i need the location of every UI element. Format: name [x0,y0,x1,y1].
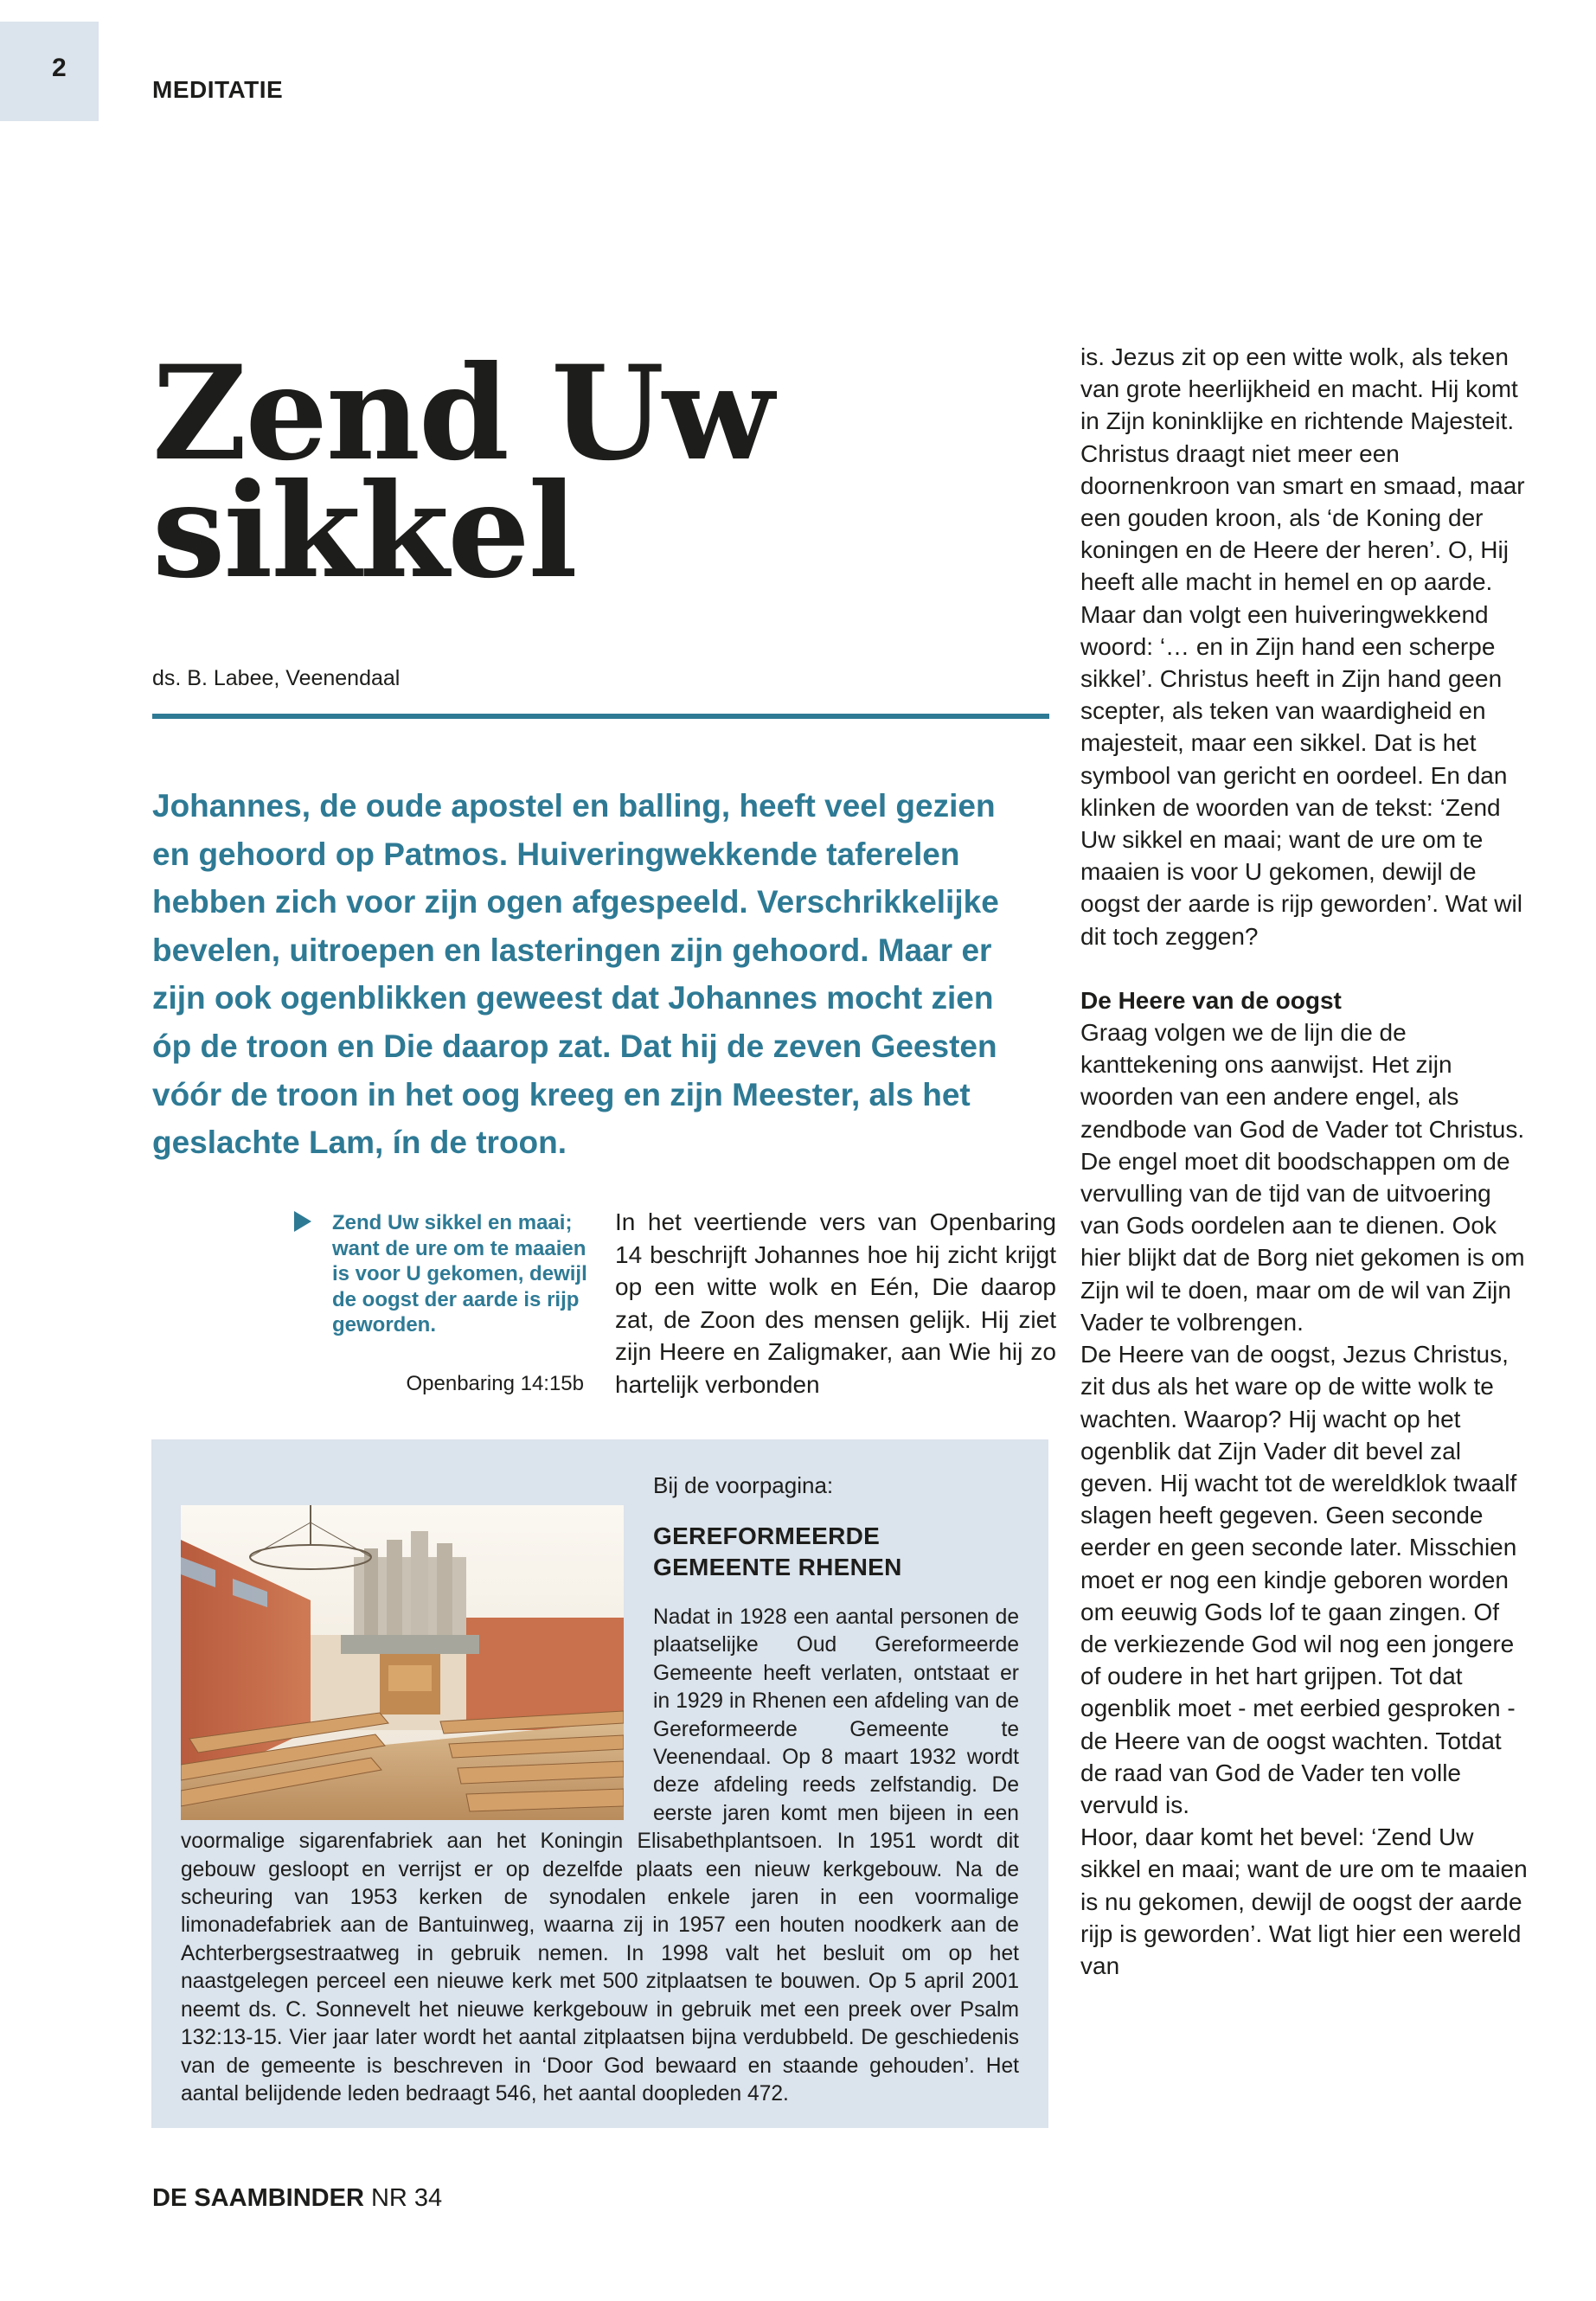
body-paragraph: is. Jezus zit op een witte wolk, als teken van grote heerlijkheid en macht. Hij komt in Zijn koninklijke en richtende Majesteit. Christus draagt niet meer een doornenkroon van smart en smaad, maar een gouden kroon, als ‘de Koning der koningen en de Heere der heren’. O, Hij heeft alle macht in hemel en op aarde. [1080,343,1525,596]
article-title-line-1: Zend Uw [152,337,773,490]
page-footer [152,2184,442,2213]
article-byline: ds. B. Labee, Veenendaal [152,666,401,690]
church-interior-illustration [181,1505,624,1820]
cover-info-box [151,1439,1048,2128]
section-label: MEDITATIE [152,76,284,103]
body-paragraph: Maar dan volgt een huiveringwekkend woord: ‘… en in Zijn hand een scherpe sikkel’. Christus heeft in Zijn hand geen scepter, als teken van waardigheid en majesteit, maar een sikkel. Dat is het symbool van gericht en oordeel. En dan klinken de woorden van de tekst: ‘Zend Uw sikkel en maai; want de ure om te maaien is voor U gekomen, dewijl de oogst der aarde is rijp geworden’. Wat wil dit toch zeggen? [1080,600,1522,950]
article-title-line-2: sikkel [152,455,576,607]
article-lead: Johannes, de oude apostel en balling, heeft veel gezien en gehoord op Patmos. Huiveringwekkende taferelen hebben zich voor zijn ogen afgespeeld. Verschrikkelijke bevelen, uitroepen en lasteringen zijn gehoord. Maar er zijn ook ogenblikken geweest dat Johannes mocht zien óp de troon en Die daarop zat. Dat hij de zeven Geesten vóór de troon in het oog kreeg en zijn Meester, als het geslachte Lam, ín de troon. [152,788,999,1161]
pull-quote-source: Openbaring 14:15b [406,1372,584,1395]
page-number: 2 [52,54,67,82]
body-paragraph: De Heere van de oogst, Jezus Christus, zit dus als het ware op de witte wolk te wachten. Waarop? Hij wacht op het ogenblik dat Zijn Vader dit bevel zal geven. Hij wacht tot de wereldklok twaalf slagen heeft gegeven. Geen seconde eerder en geen seconde later. Misschien moet er nog een kindje geboren worden om eeuwig Gods lof te gaan zingen. Of de verkiezende God wil nog een jongere of oudere in het hart grijpen. Tot dat ogenblik moet - met eerbied gesproken - de Heere van de oogst wachten. Totdat de raad van God de Vader ten volle vervuld is. [1080,1341,1517,1818]
footer-issue-number: NR 34 [370,2184,443,2212]
body-subheading: De Heere van de oogst [1080,986,1342,1014]
body-column-right [1080,341,1530,1982]
church-interior-photo [181,1505,624,1820]
footer-magazine-name: DE SAAMBINDER [152,2184,364,2212]
article-title [152,337,896,607]
pull-quote: Zend Uw sikkel en maai; want de ure om te maaien is voor U gekomen, dewijl de oogst der aarde is rijp geworden. [332,1211,587,1336]
body-column-middle: In het veertiende vers van Openbaring 14 beschrijft Johannes hoe hij zicht krijgt op een witte wolk en Eén, Die daarop zat, de Zoon des mensen gelijk. Hij ziet zijn Heere en Zaligmaker, aan Wie hij zo hartelijk verbonden [615,1208,1056,1398]
cover-info-text: Nadat in 1928 een aantal personen de plaatselijke Oud Gereformeerde Gemeente heeft verlaten, ontstaat er in 1929 in Rhenen een afdeling van de Gereformeerde Gemeente te Veenendaal. Op 8 maart 1932 wordt deze afdeling reeds zelfstandig. De eerste jaren komt men bijeen in een voormalige sigarenfabriek aan het Koningin Elisabethplantsoen. In 1951 wordt dit gebouw gesloopt en verrijst er op dezelfde plaats een nieuw kerkgebouw. Na de scheuring van 1953 kerken de synodalen enkele jaren in een voormalige limonadefabriek aan de Bantuinweg, waarna zij in 1957 een houten noodkerk aan de Achterbergsestraatweg in gebruik nemen. In 1998 valt het besluit om op het naastgelegen perceel een nieuwe kerk met 500 zitplaatsen te bouwen. Op 5 april 2001 neemt ds. C. Sonnevelt het nieuwe kerkgebouw in gebruik met een preek over Psalm 132:13-15. Vier jaar later wordt het aantal zitplaatsen bijna verdubbeld. De geschiedenis van de gemeente is beschreven in ‘Door God bewaard en staande gehouden’. Het aantal belijdende leden bedraagt 546, het aantal doopleden 472. [181,1606,1019,2106]
quote-arrow-icon [294,1211,311,1232]
cover-info-title: GEREFORMEERDE GEMEENTE RHENEN [653,1522,902,1580]
cover-info-kicker: Bij de voorpagina: [653,1472,834,1498]
title-divider [152,714,1049,719]
body-paragraph: Graag volgen we de lijn die de kanttekening ons aanwijst. Het zijn woorden van een andere engel, als zendbode van God de Vader tot Christus. De engel moet dit boodschappen om de vervulling van de tijd van de uitvoering van Gods oordelen aan te dienen. Ook hier blijkt dat de Borg niet gekomen is om Zijn wil te doen, maar om de wil van Zijn Vader te volbrengen. [1080,1019,1525,1336]
body-paragraph: Hoor, daar komt het bevel: ‘Zend Uw sikkel en maai; want de ure om te maaien is nu gekomen, dewijl de oogst der aarde rijp is geworden’. Wat ligt hier een wereld van [1080,1823,1528,1979]
